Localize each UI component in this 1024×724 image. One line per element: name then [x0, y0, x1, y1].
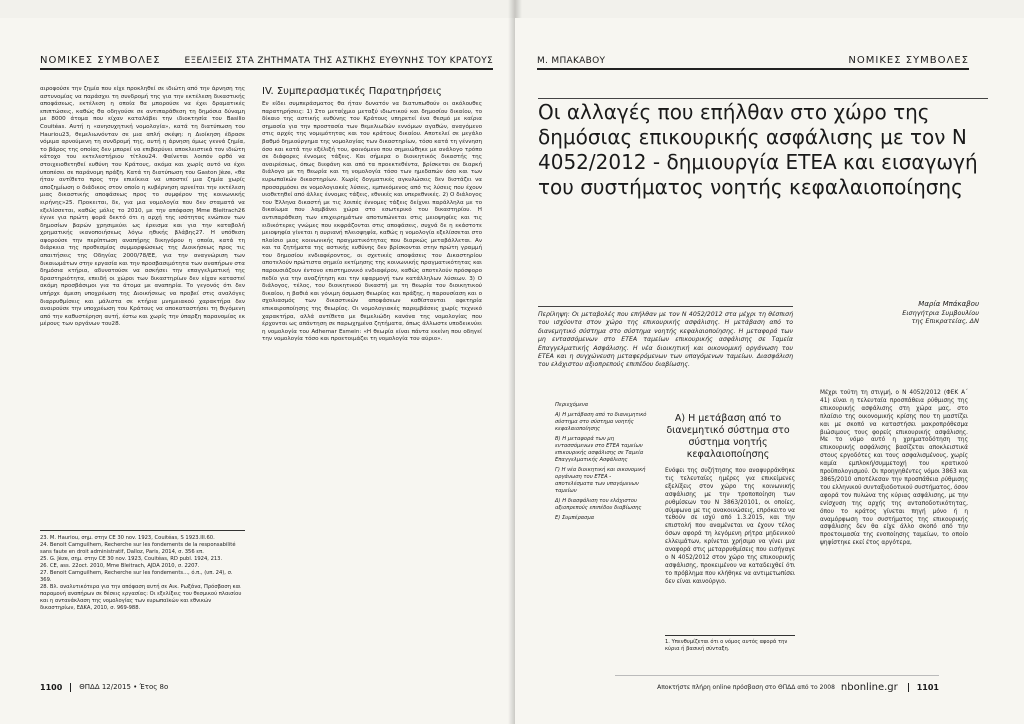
title-rule — [538, 98, 988, 99]
issue-label: ΘΠΔΔ 12/2015 • Έτος 8ο — [79, 683, 169, 691]
right-column-2-text: Μέχρι τούτη τη στιγμή, ο Ν 4052/2012 (ΦΕΚ Α΄ 41) είναι η τελευταία προσπάθεια ρύθμισης της επικουρικής ασφάλισης στη χώρα μας, στο πλαίσιο της οικονομικής κρίσης που τη μαστίζει και με σκοπό να καταστήσει μακροπρόθεσμα βιώσιμους τους φορείς επικουρικής ασφάλισης. Με το νόμο αυτό η χρηματοδότηση της επικουρικής ασφάλισης βασίζεται αποκλειστικά στους εργοδότες και τους ασφαλισμένους, χωρίς καμία εμπλοκή/συμμετοχή του κρατικού προϋπολογισμού. Οι προηγηθέντες νόμοι 3863 και 3865/2010 αποτέλεσαν την προσπάθεια ρύθμισης του ελληνικού συνταξιοδοτικού συστήματος, όσον αφορά τον πυλώνα της κύριας ασφάλισης, με την ενίσχυση της αρχής της ανταποδοτικότητας, όπου το κράτος γίνεται πηγή μόνο ή η αναμόρφωση του συστήματος της επικουρικής ασφάλισης δεν θα είχε άλλο σκοπό από την προετοιμασία της ενοποίησης ταμείων, το οποίο ψηφίστηκε εκεί έτος αργότερα, — [820, 390, 968, 547]
online-access-promo: Αποκτήστε πλήρη online πρόσβαση στο ΘΠΔΔ από το 2008 — [657, 683, 835, 691]
right-page-footer — [615, 675, 939, 694]
toc-item: Α) Η μετάβαση από το διανεμητικό σύστημα στο σύστημα νοητής κεφαλαιοποίησης — [555, 412, 647, 432]
left-page-number: 1100 — [40, 683, 71, 692]
footnote-25: 25. G. Jèze, σημ. στην CE 30 nov. 1923, Couitéas, RD publ. 1924, 213. — [40, 556, 223, 562]
toc-item: Γ) Η νέα διοικητική και οικονομική οργάνωση του ΕΤΕΑ - αποτελέσματα των υπαγόμενων ταμείων — [555, 467, 646, 494]
right-header-title: ΝΟΜΙΚΕΣ ΣΥΜΒΟΛΕΣ — [848, 55, 969, 66]
footnote-27: 27. Benoit Camguilhem, Recherche sur les fondements..., ό.π., (υπ. 24), σ. 369. — [40, 570, 233, 583]
left-header-subtitle: ΕΞΕΛΙΞΕΙΣ ΣΤΑ ΖΗΤΗΜΑΤΑ ΤΗΣ ΑΣΤΙΚΗΣ ΕΥΘΥΝΗΣ ΤΟΥ ΚΡΑΤΟΥΣ — [184, 56, 493, 66]
left-column-1 — [40, 86, 245, 329]
author-role-2: της Επικρατείας, ΔΝ — [911, 317, 979, 325]
right-column-1-text: Ενόψει της συζήτησης που αναφυρράκθηκε τις τελευταίες ημέρες για επικείμενες εξελίξεις στον χώρο της κοινωνικής ασφάλισης με την τροποποίηση των ρυθμίσεων του Ν 3863/20101, οι οποίες, σύμφωνα με τις ανακοινώσεις, επρόκειτο να τεθούν σε ισχύ από 1.3.2015, και την επιστολή που αναμένεται να έχουν τέλος όσων αφορά τη λεγόμενη ρήτρα μηδενικού ελλειμάτων, κρίνεται χρήσιμο να γίνει μια αναφορά στις μεταρρυθμίσεις που εισήγαγε ο Ν 4052/2012 στον χώρο της επικουρικής ασφάλισης, προκειμένου να καταδειχθεί ότι το πρόβλημα που κλήθηκε να αντιμετωπίσει δεν είναι καινούργιο. — [665, 468, 795, 585]
right-page — [515, 18, 1024, 724]
toc-item: Β) Η μεταφορά των μη εντασσόμενων στο ΕΤΕΑ ταμείων επικουρικής ασφάλισης σε Ταμεία Επαγγελματικής Ασφάλισης — [555, 436, 644, 463]
author-role-1: Εισηγήτρια Συμβουλίου — [902, 308, 979, 317]
left-page-footer — [40, 680, 168, 694]
right-page-header — [537, 48, 969, 70]
section-a-heading: Α) Η μετάβαση από το διανεμητικό σύστημα στο σύστημα νοητής κεφαλαιοποίησης — [666, 413, 790, 460]
toc-item: Δ) Η διασφάλιση του ελάχιστου αξιοπρεπούς επιπέδου διαβίωσης — [555, 498, 642, 511]
right-header-author: Μ. ΜΠΑΚΑΒΟΥ — [537, 56, 606, 66]
left-footnotes — [40, 530, 245, 612]
footnote-24: 24. Benoit Camguilhem, Recherche sur les fondements de la responsabilité sans faute en droit administratif, Dalloz, Paris, 2014, σ. 356 επ. — [40, 542, 236, 555]
footnote-23: 23. M. Hauriou, σημ. στην CE 30 nov. 1923, Couitéas, S 1923.III.60. — [40, 535, 215, 541]
table-of-contents — [555, 402, 650, 525]
author-block — [902, 300, 979, 326]
section-iv-heading: IV. Συμπερασματικές Παρατηρήσεις — [262, 86, 442, 97]
toc-heading: Περιεχόμενα — [555, 402, 589, 408]
abstract: Περίληψη: Οι μεταβολές που επήλθαν με τον Ν 4052/2012 στα μέχρι τη θέσπισή του ισχύοντα στον χώρο της επικουρικής ασφάλισης. Η μετάβαση από το διανεμητικό σύστημα στο σύστημα νοητής κεφαλαιοποίησης. Η μεταφορά των μη εντασσόμενων στο ΕΤΕΑ ταμείων επικουρικής ασφάλισης σε Ταμεία Επαγγελματικής Ασφάλισης. Η νέα διοικητική και οικονομική οργάνωση του ΕΤΕΑ και η συγχώνευση μεταφερόμενων των υπαγόμενων ταμείων. Διασφάλιση του ελάχιστου αξιοπρεπούς επιπέδου διαβίωσης. — [538, 306, 793, 370]
left-page-header — [40, 48, 493, 70]
left-column-2 — [262, 86, 482, 344]
author-name: Μαρία Μπάκαβου — [918, 300, 979, 308]
right-page-number: 1101 — [908, 683, 939, 692]
left-page — [0, 18, 515, 724]
website-link[interactable]: nbonline.gr — [840, 681, 898, 693]
left-header-title: ΝΟΜΙΚΕΣ ΣΥΜΒΟΛΕΣ — [40, 55, 161, 66]
footnote-26: 26. CE, ass. 22oct. 2010, Mme Bleitrach, AJDA 2010, σ. 2207. — [40, 563, 200, 569]
right-footnote: 1. Υπενθυμίζεται ότι ο νόμος αυτός αφορά την κύρια ή βασική σύνταξη. — [665, 635, 795, 653]
left-column-2-text: Εν είδει συμπεράσματος θα ήταν δυνατόν να διατυπωθούν οι ακόλουθες παρατηρήσεις: 1) Στο μεταίχμιο μεταξύ ιδιωτικού και δημοσίου δικαίου, το δίκαιο της αστικής ευθύνης του Κράτους υπηρετεί ένα θεσμό με καίρια σημασία για την προστασία των θεμελιωδών εννόμων αγαθών, αναγόμενο στις αρχές της νομιμότητας και του κράτους δικαίου. Αποτελεί σε μεγάλο βαθμό δημιούργημα της νομολογίας των δικαστηρίων, τόσο κατά τη γέννηση όσο και κατά την εξέλιξή του, φαινόμενο που σημειώθηκε με ανάλογο τρόπο σε διάφορες έννομες τάξεις. Και σήμερα ο διοικητικός δικαστής της αναιρέσεως, όπως διεφάνη και από τα προεκτεθέντα, βρίσκεται σε διαρκή διάλογο με τη θεωρία και τη νομολογία τόσο των ημεδαπών όσο και των ευρωπαϊκών δικαστηρίων. Χωρίς δογματικές αγκυλώσεις δεν διστάζει να προσαρμόσει σε νομολογιακές λύσεις, εμπνεόμενος από τις λύσεις που έχουν υιοθετηθεί από άλλες έννομες τάξεις, εθνικές και υπερεθνικές. 2) Ο διάλογος του Έλληνα δικαστή με τις λοιπές έννομες τάξεις δείχνει παράλληλα με το δικαίωμα που λαμβάνει χώρα στο εσωτερικό του δικαστηρίου. Η αντιπαράθεση των επιχειρημάτων αποτυπώνεται στις μειοψηφίες και τις ειδικότερες γνώμες που εκφράζονται στις αποφάσεις, συχνά δε η εκάστοτε μειοψηφία γίνεται η αυριανή πλειοψηφία, καθώς η νομολογία εξελίσσεται στο πλαίσιο μιας κοινωνικής πραγματικότητας που διαρκώς μεταβάλλεται. Αν και τα ζητήματα της αστικής ευθύνης δεν βρίσκονται στην πρώτη γραμμή του δημοσίου ενδιαφέροντος, οι σχετικές αποφάσεις του Δικαστηρίου αποτελούν πρώτιστα σημείο εκτίμησης της κοινωνικής πραγματικότητας και παρουσιάζουν έντονο επιστημονικό ενδιαφέρον, καθώς αποτελούν πρόσφορο πεδίο για την αναζήτηση και την εφαρμογή των κατάλληλων λύσεων. 3) Ο διάλογος, τέλος, του διοικητικού δικαστή με τη θεωρία του διοικητικού δικαίου, η βαθιά και γόνιμη όσμωση θεωρίας και πράξης, η παρουσίαση και ο σχολιασμός των δικαστικών αποφάσεων καθίστανται αφετηρία επικαιροποίησης της θεωρίας. Οι νομολογιακές παρεμβάσεις χωρίς τεχνικό χαρακτήρα, αλλά αντίθετα με θεμελιώδη κανόνα της νομολογίας που έρχονται ως απάντηση σε παρωχημένα ζητήματα, όπως άλλωστε υποδεικνύει η νομολογία του Adhemar Esmein: «Η θεωρία είναι πάντα εκείνη που οδηγεί την νομολογία τόσο και προετοιμάζει τη νομολογία του αύριο». — [262, 101, 482, 343]
article-title: Οι αλλαγές που επήλθαν στο χώρο της δημόσιας επικουρικής ασφάλισης με τον Ν 4052/2012 - δημιουργία ΕΤΕΑ και εισαγωγή του συστήματος νοητής κεφαλαιοποίησης — [538, 100, 978, 199]
toc-item: Ε) Συμπέρασμα — [555, 515, 595, 521]
left-column-1-text: αιροφούσε την ζημία που είχε προκληθεί σε ιδιώτη από την άρνηση της αστυνομίας να παράσχει τη συνδρομή της για την εκτέλεση δικαστικής αποφάσεως, εκτέλεση η οποία θα μπορούσε να έχει δραματικές επιπτώσεις, καθώς θα οδηγούσε σε αντιπαράθεση τη δημόσια δύναμη με 8000 άτομα που είχαν καταλάβει την ιδιοκτησία του Basilio Couitéas. Αυτή η «ανησυχητική νομολογία», κατά τη διατύπωση του Hauriou23, θεμελιωνόνταν σε μια απλή σκέψη: η Διοίκηση έδρασε νόμιμα αρνούμενη τη συνδρομή της, αυτή η άρνηση όμως γεννά ζημία, το βάρος της οποίας δεν μπορεί να επιβαρύνει αποκλειστικά τον ιδιώτη κάτοχο του εκτελεστήριου τίτλου24. Φαίνεται λοιπόν ορθό να στοιχειοθετηθεί ευθύνη του Κράτους, ακόμα και χωρίς αυτό να έχει υποπέσει σε παράνομη πράξη. Κατά τη διατύπωση του Gaston Jèze, «θα ήταν αντίθετο προς την επιείκεια να υποστεί μια ζημία χωρίς αποζημίωση ο διάδικος στον οποίο η κυβέρνηση αρνείται την εκτέλεση μιας δικαστικής αποφάσεως προς το συμφέρον της κοινωνικής ειρήνης»25. Προκειται, δε, για μια νομολογία που δεν σταματά να εξελίσσεται, καθώς μόλις το 2010, με την απόφαση Mme Bleitrach26 έγινε για πρώτη φορά δεκτό ότι η αρχή της ισότητας ενώπιον των δημοσίων βαρών χρησιμεύει ως έρεισμα και για την καταβολή χρηματικής ικανοποιήσεως λόγω ηθικής βλάβης27. Η υπόθεση αφορούσε την περίπτωση αναπήρης δικηγόρου η οποία, κατά τη διάρκεια της προθεσμίας συμμορφώσεως της Διοικήσεως προς τις απαιτήσεις της Οδηγίας 2000/78/ΕΕ, για την αναγνώριση των δικαιωμάτων στην εργασία και την προσβασιμότητα των αναπήρων στα δημόσια κτήρια, αδυνατούσε να ασκήσει την επαγγελματική της δραστηριότητα, επειδή οι χώροι των δικαστηρίων δεν είχαν καταστεί ακόμη προσβάσιμοι για τα άτομα με αναπηρία. Το γεγονός ότι δεν υπήρχε άμεση υποχρέωση της Διοικήσεως να προβεί στις αναλόγες διαρρυθμίσεις και μάλιστα σε κτήρια μνημειακού χαρακτήρα δεν αναιρούσε την υποχρέωση του Κράτους να αποκαταστήσει τη θιγόμενη από την καθυστέρηση αυτή, έστω και χωρίς την ύπαρξη παρανομίας εκ μέρους των οργάνων του28. — [40, 86, 245, 328]
footnote-28: 28. Βλ. αναλυτικότερα για την απόφαση αυτή σε Αικ. Ρωξάνα, Πρόσβαση και παραμονή αναπήρων σε θέσεις εργασίας: Οι εξελίξεις του θεσμικού πλαισίου και η αντανάκλαση της νομολογίας των ευρωπαϊκών και εθνικών δικαστηρίων, ΕΔΚΑ, 2010, σ. 969-988. — [40, 584, 242, 611]
